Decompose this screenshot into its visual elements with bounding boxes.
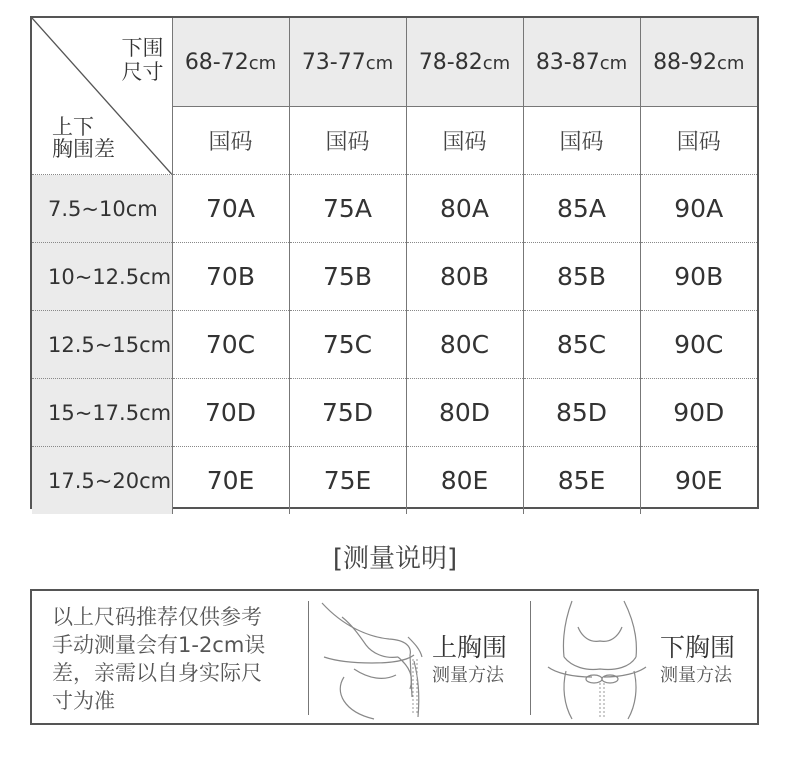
column-subheader: 国码 [406,107,523,175]
row-label: 7.5~10cm [32,175,172,243]
note-line: 以上尺码推荐仅供参考 [52,605,262,629]
upper-bust-label: 上胸围 [432,633,508,662]
size-cell: 80D [406,379,523,447]
under-bust-method-label: 测量方法 [660,665,732,686]
size-cell: 70D [172,379,289,447]
table-row [32,175,757,243]
column-subheader: 国码 [523,107,640,175]
row-label: 15~17.5cm [32,379,172,447]
measurement-note [52,603,302,715]
row-label: 17.5~20cm [32,447,172,515]
note-line: 差，亲需以自身实际尺 [52,661,262,685]
table-row [32,379,757,447]
divider [530,601,531,715]
size-cell: 80A [406,175,523,243]
size-cell: 75D [289,379,406,447]
table-corner-header [32,18,172,175]
size-cell: 90A [640,175,757,243]
upper-bust-illustration [314,597,429,721]
corner-upper-lower-label: 上下 [52,115,94,139]
size-cell: 90C [640,311,757,379]
size-cell: 80C [406,311,523,379]
table-row [32,243,757,311]
upper-bust-method-label: 测量方法 [432,665,504,686]
column-header: 83-87cm [523,18,640,107]
size-cell: 90D [640,379,757,447]
corner-size-label: 尺寸 [121,60,164,84]
size-cell: 85B [523,243,640,311]
size-cell: 75B [289,243,406,311]
corner-column-caption [122,36,164,84]
size-chart-table [30,16,759,509]
size-cell: 85A [523,175,640,243]
size-cell: 85E [523,447,640,515]
note-line: 手动测量会有1-2cm误 [52,633,266,657]
size-cell: 75A [289,175,406,243]
size-cell: 85D [523,379,640,447]
column-header: 73-77cm [289,18,406,107]
size-cell: 75E [289,447,406,515]
column-header: 88-92cm [640,18,757,107]
size-cell: 90B [640,243,757,311]
size-cell: 70E [172,447,289,515]
note-line: 寸为准 [52,689,115,713]
size-cell: 70B [172,243,289,311]
corner-under-bust-label: 下围 [121,36,164,60]
corner-row-caption [52,116,115,160]
row-label: 10~12.5cm [32,243,172,311]
size-cell: 70A [172,175,289,243]
size-cell: 85C [523,311,640,379]
size-cell: 80E [406,447,523,515]
column-header: 78-82cm [406,18,523,107]
size-cell: 75C [289,311,406,379]
column-subheader: 国码 [172,107,289,175]
size-cell: 80B [406,243,523,311]
size-cell: 90E [640,447,757,515]
size-cell: 70C [172,311,289,379]
measurement-instructions-title: [测量说明] [332,544,458,574]
column-header: 68-72cm [172,18,289,107]
table-row [32,447,757,515]
divider [308,601,309,715]
upper-bust-caption [432,633,507,689]
under-bust-caption [660,633,735,689]
row-label: 12.5~15cm [32,311,172,379]
under-bust-illustration [542,597,652,721]
table-row [32,311,757,379]
column-subheader: 国码 [640,107,757,175]
column-subheader: 国码 [289,107,406,175]
measurement-instructions-box [30,589,759,725]
corner-bust-difference-label: 胸围差 [52,137,115,161]
under-bust-label: 下胸围 [660,633,736,662]
